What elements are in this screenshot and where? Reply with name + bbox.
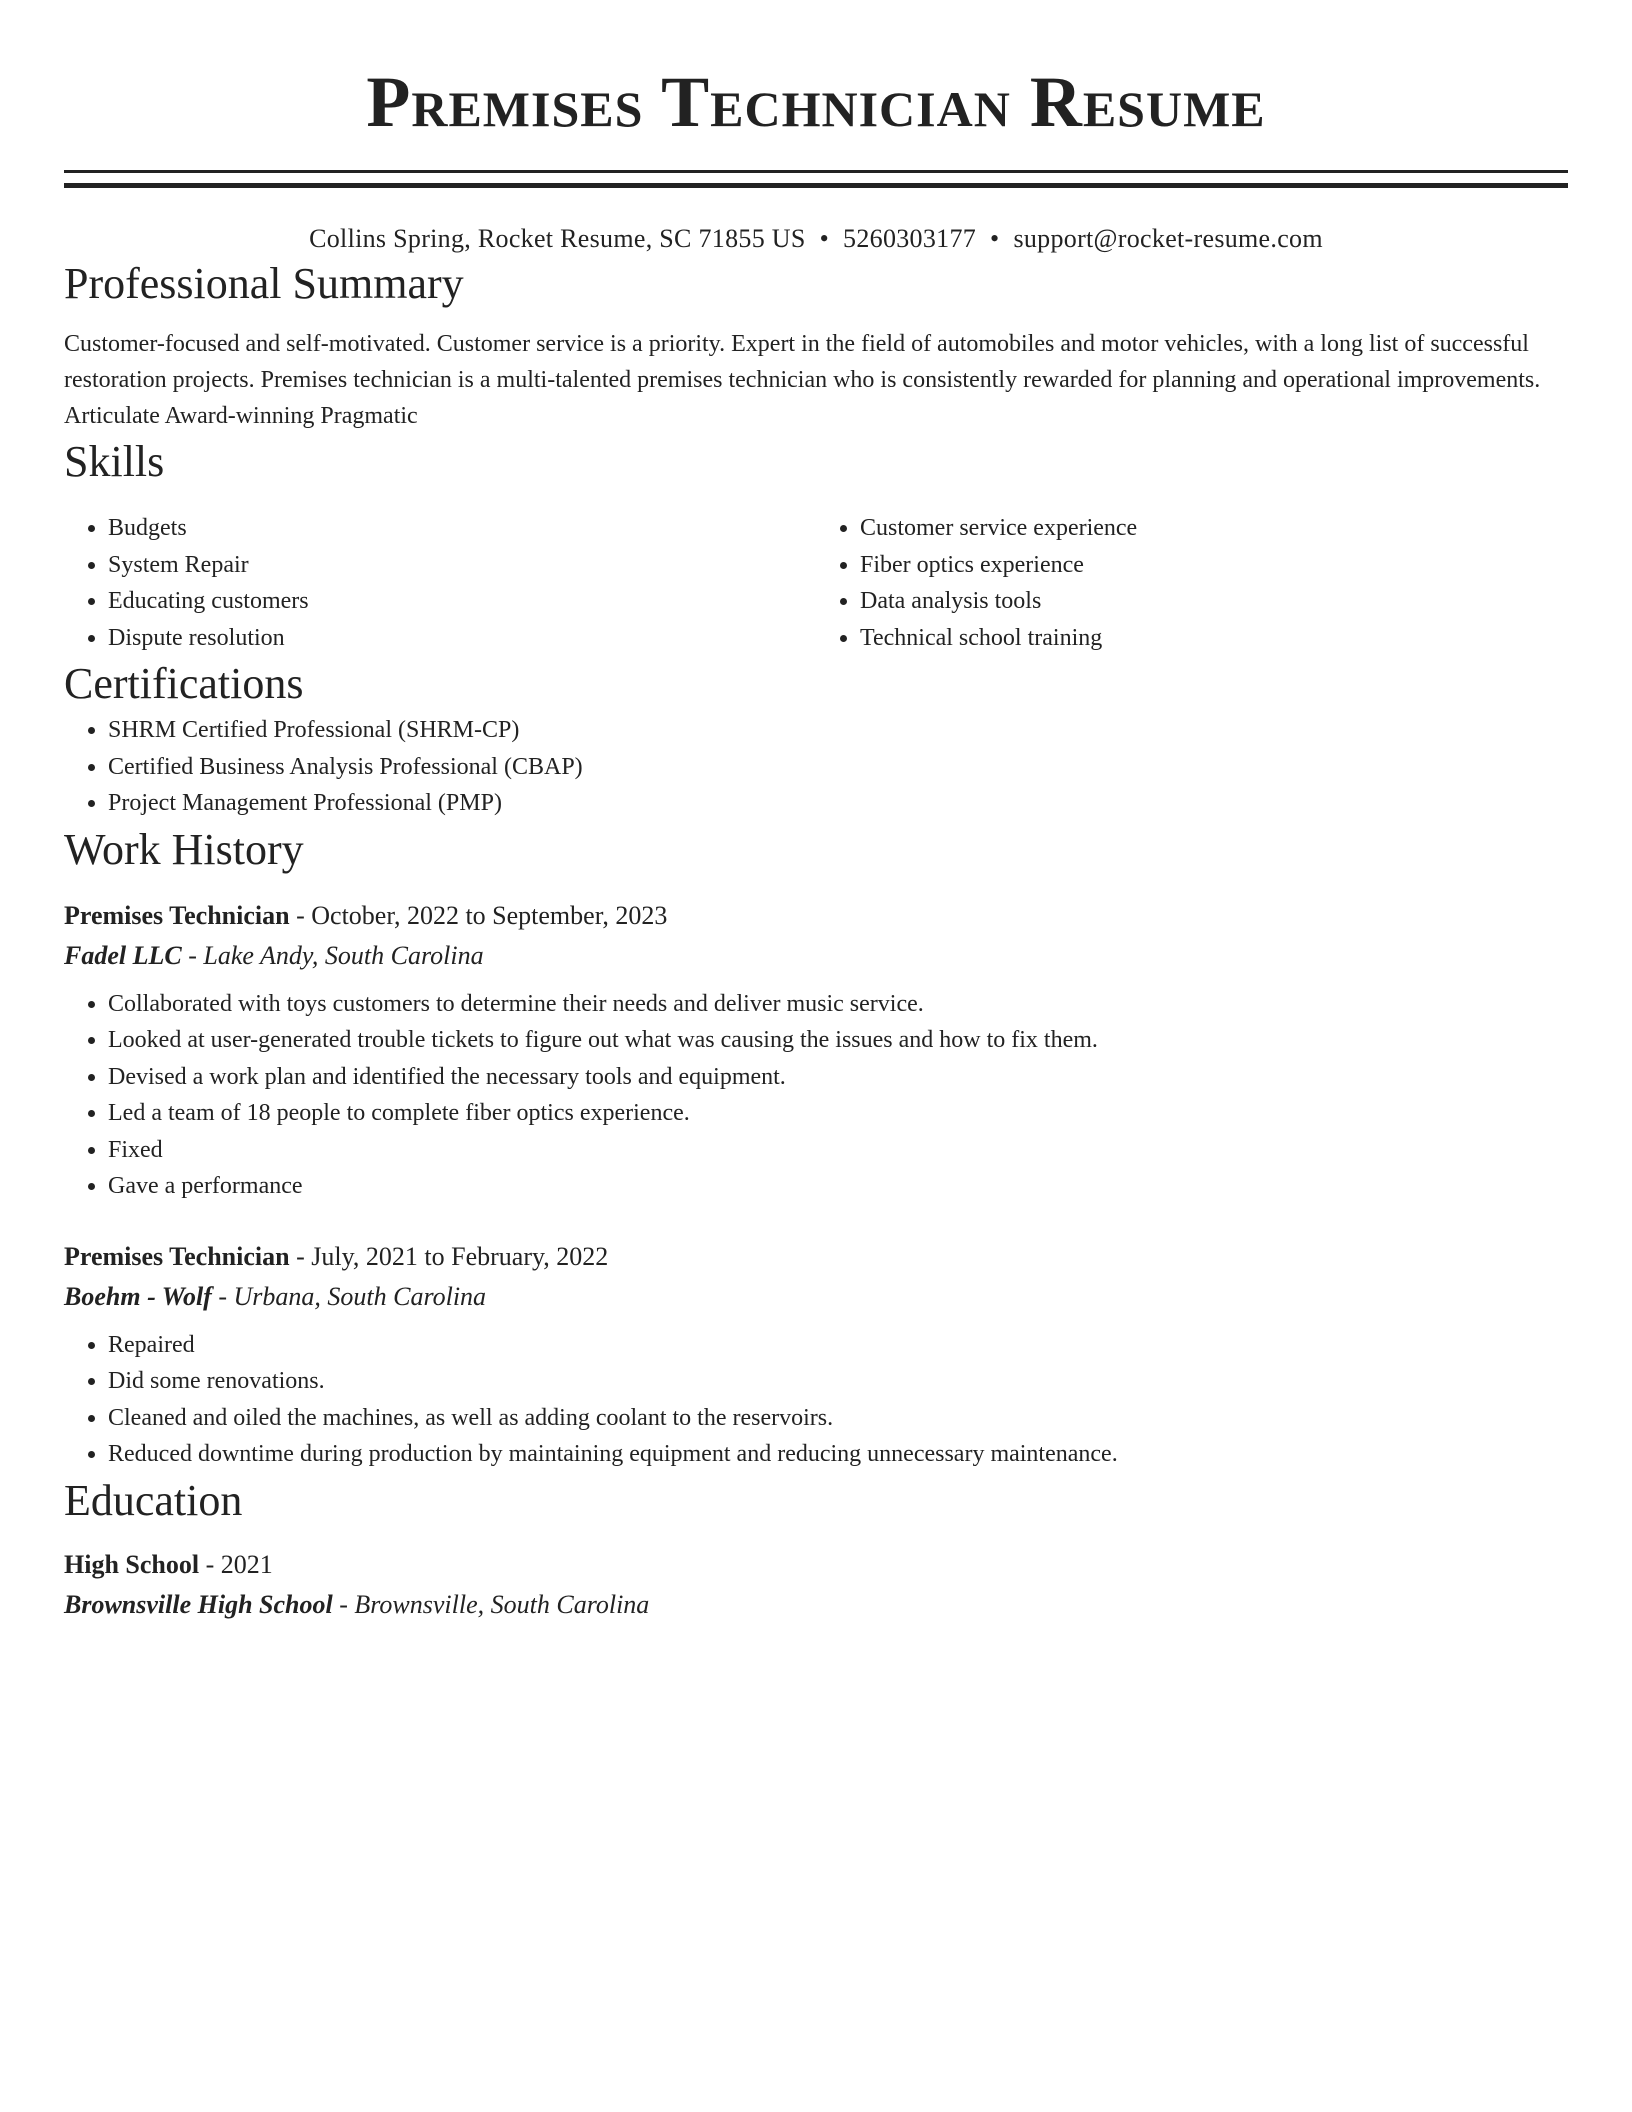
job-location: - Urbana, South Carolina: [218, 1281, 487, 1311]
contact-email: support@rocket-resume.com: [1013, 224, 1323, 253]
contact-separator: •: [819, 224, 830, 253]
education-year: - 2021: [205, 1549, 273, 1579]
skill-item: • Fiber optics experience: [860, 547, 1568, 584]
job-duty: • Looked at user-generated trouble tickets to figure out what was causing the issues and how to fix them.: [108, 1022, 1568, 1059]
job-dates: - October, 2022 to September, 2023: [296, 900, 668, 930]
job-entry: [64, 896, 1568, 1205]
skill-item: • Dispute resolution: [108, 620, 816, 657]
title-divider: [64, 170, 1568, 188]
job-dates: - July, 2021 to February, 2022: [296, 1241, 609, 1271]
summary-text: Customer-focused and self-motivated. Customer service is a priority. Expert in the field of automobiles and motor vehicles, with a long list of successful restoration projects. Premises technician is a multi-talented premises technician who is consistently rewarded for planning and operational improvements. Articulate Award-winning Pragmatic: [64, 331, 1541, 429]
job-entry: [64, 1237, 1568, 1473]
job-duty: • Devised a work plan and identified the necessary tools and equipment.: [108, 1059, 1568, 1096]
contact-line: [64, 222, 1568, 256]
job-title-line: [64, 896, 1568, 936]
skill-item: • Technical school training: [860, 620, 1568, 657]
skill-item: • System Repair: [108, 547, 816, 584]
education-degree: High School: [64, 1549, 200, 1579]
job-duty: • Reduced downtime during production by maintaining equipment and reducing unnecessary maintenance.: [108, 1436, 1568, 1473]
job-duty: • Gave a performance: [108, 1168, 1568, 1205]
job-title: Premises Technician: [64, 1241, 290, 1271]
skills-list-right: [816, 510, 1568, 656]
job-company: Boehm - Wolf: [64, 1281, 212, 1311]
education-degree-line: [64, 1545, 1568, 1585]
job-duty: • Repaired: [108, 1327, 1568, 1364]
resume-title: Premises Technician Resume: [366, 62, 1266, 142]
job-duty: • Fixed: [108, 1132, 1568, 1169]
contact-address: Collins Spring, Rocket Resume, SC 71855 US: [309, 224, 806, 253]
education-school: Brownsville High School: [64, 1589, 333, 1619]
education-location: - Brownsville, South Carolina: [339, 1589, 650, 1619]
contact-separator: •: [990, 224, 1000, 253]
skills-heading: Skills: [64, 437, 165, 486]
job-duties-list: [64, 986, 1568, 1205]
skill-item: • Customer service experience: [860, 510, 1568, 547]
certification-item: • SHRM Certified Professional (SHRM-CP): [108, 712, 1568, 749]
skill-item: • Data analysis tools: [860, 583, 1568, 620]
job-company-line: [64, 936, 1568, 976]
job-company: Fadel LLC: [64, 940, 182, 970]
education-heading: Education: [64, 1475, 243, 1525]
job-company-line: [64, 1277, 1568, 1317]
contact-phone: 5260303177: [843, 224, 977, 253]
skills-columns: [64, 510, 1568, 656]
certifications-heading: Certifications: [64, 659, 304, 708]
certifications-list: [64, 712, 1568, 822]
job-title-line: [64, 1237, 1568, 1277]
job-duty: • Collaborated with toys customers to determine their needs and deliver music service.: [108, 986, 1568, 1023]
job-duties-list: [64, 1327, 1568, 1473]
job-location: - Lake Andy, South Carolina: [188, 940, 484, 970]
summary-heading: Professional Summary: [64, 259, 464, 308]
skill-item: • Educating customers: [108, 583, 816, 620]
work-history-heading: Work History: [64, 824, 304, 874]
job-duty: • Led a team of 18 people to complete fiber optics experience.: [108, 1095, 1568, 1132]
certification-item: • Certified Business Analysis Professional (CBAP): [108, 749, 1568, 786]
skill-item: • Budgets: [108, 510, 816, 547]
education-entry: [64, 1545, 1568, 1625]
job-duty: • Cleaned and oiled the machines, as well as adding coolant to the reservoirs.: [108, 1400, 1568, 1437]
skills-list-left: [64, 510, 816, 656]
education-school-line: [64, 1585, 1568, 1625]
job-title: Premises Technician: [64, 900, 290, 930]
certification-item: • Project Management Professional (PMP): [108, 785, 1568, 822]
job-duty: • Did some renovations.: [108, 1363, 1568, 1400]
